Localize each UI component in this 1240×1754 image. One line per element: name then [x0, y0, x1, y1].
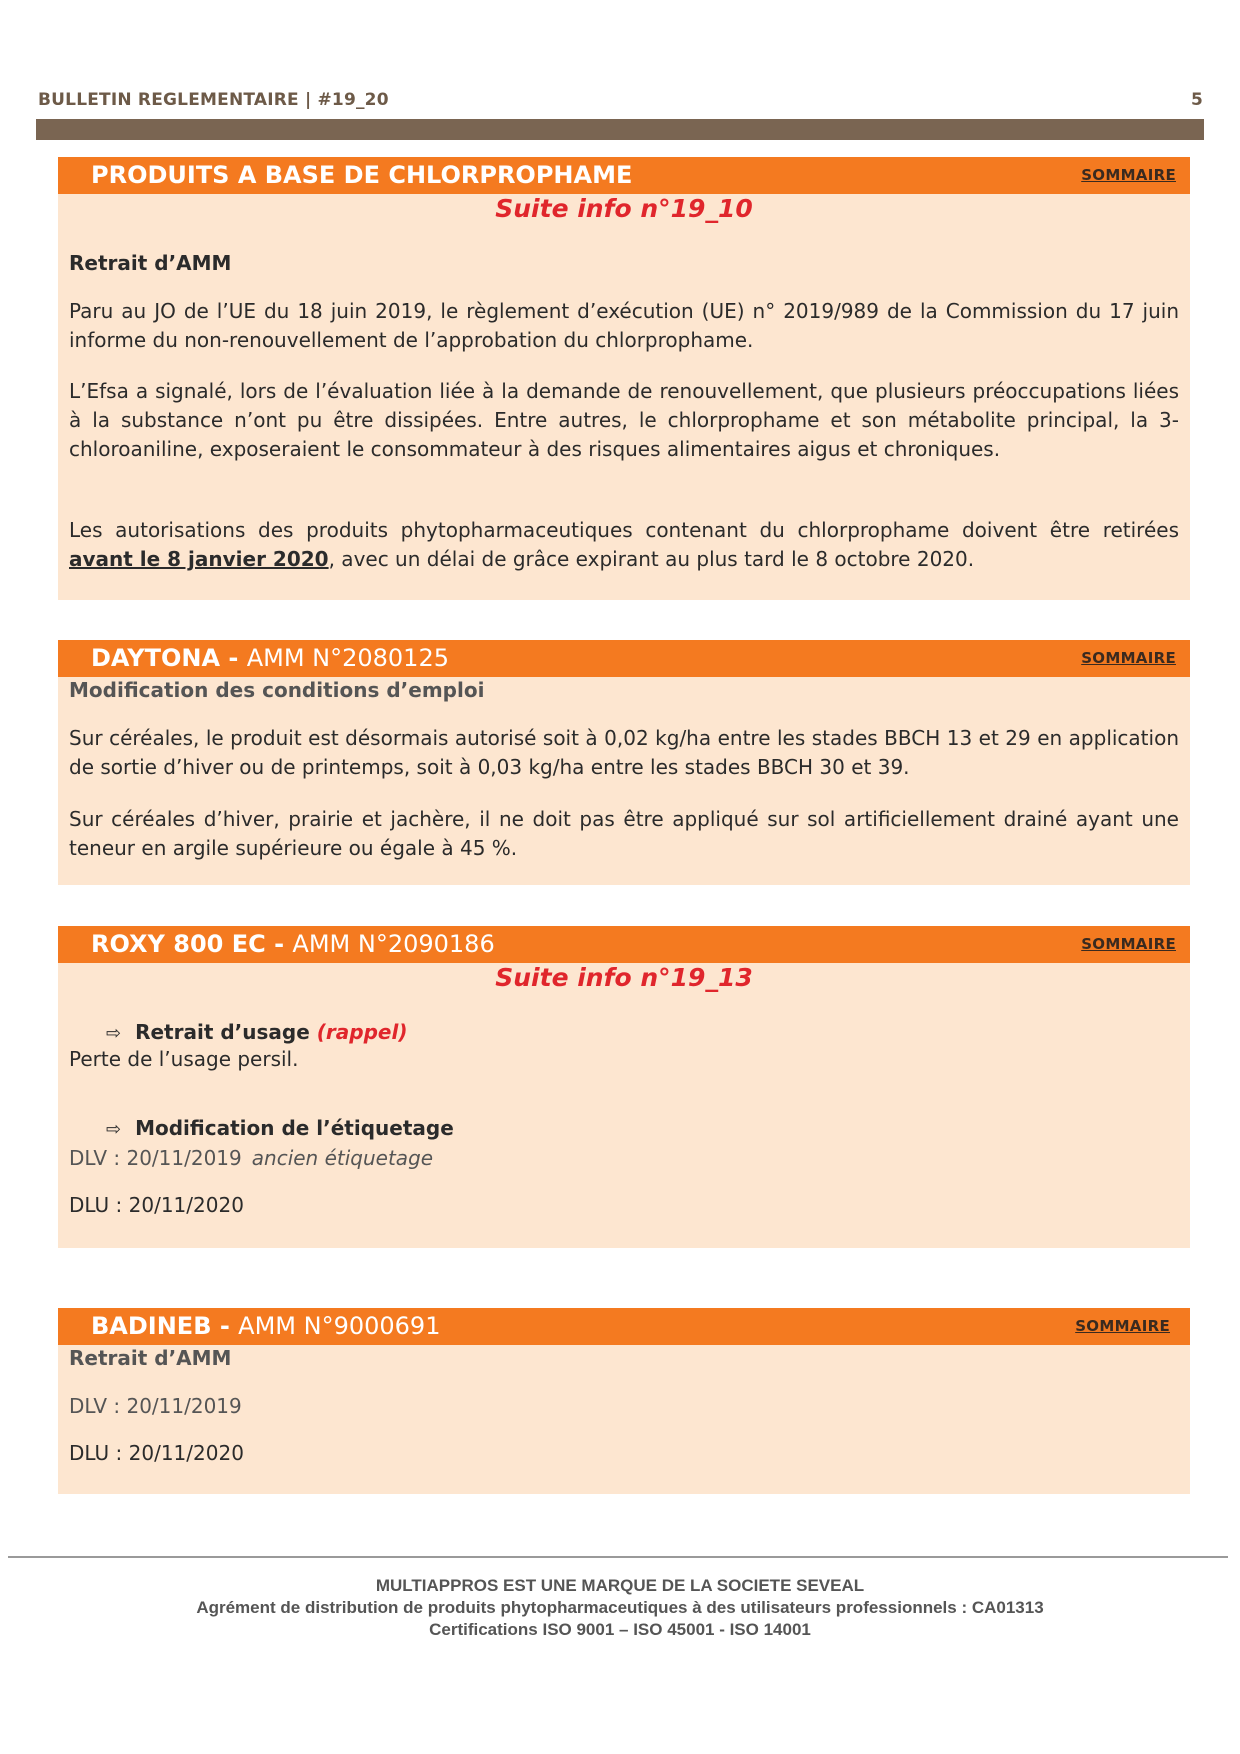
dlv-note: ancien étiquetage: [251, 1146, 434, 1170]
dlv-date: DLV : 20/11/2019: [69, 1146, 242, 1170]
bullet-title: Retrait d’usage: [135, 1020, 310, 1044]
product-name: DAYTONA -: [91, 644, 247, 672]
right-arrow-outline-icon: ⇨: [106, 1119, 122, 1140]
suite-info: Suite info n°19_10: [495, 194, 753, 223]
amm-number: AMM N°2080125: [246, 644, 449, 672]
footer-rule: [8, 1556, 1228, 1558]
bullet-note: (rappel): [316, 1020, 408, 1044]
product-name: BADINEB -: [91, 1312, 239, 1340]
right-arrow-outline-icon: ⇨: [106, 1023, 122, 1044]
dlv-line: [69, 1146, 433, 1170]
section-banner: [58, 640, 1190, 677]
deadline-text-start: Les autorisations des produits phytopharmaceutiques contenant du chlorprophame doivent être retirées: [69, 518, 1179, 542]
bullet-retrait-usage: [106, 1020, 407, 1044]
running-header: [38, 90, 1203, 114]
sommaire-link[interactable]: SOMMAIRE: [1081, 166, 1176, 184]
bullet-text: Perte de l’usage persil.: [69, 1047, 299, 1071]
paragraph: L’Efsa a signalé, lors de l’évaluation liée à la demande de renouvellement, que plusieurs préoccupations liées à la substance n’ont pu être dissipées. Entre autres, le chlorprophame et son métabolite principal, la 3-chloroaniline, exposeraient le consommateur à des risques alimentaires aigus et chroniques.: [69, 379, 1179, 461]
section-daytona: [58, 640, 1190, 885]
paragraph: Paru au JO de l’UE du 18 juin 2019, le règlement d’exécution (UE) n° 2019/989 de la Commission du 17 juin informe du non-renouvellement de l’approbation du chlorprophame.: [69, 299, 1179, 352]
section-chlorprophame: [58, 157, 1190, 600]
section-badineb: [58, 1308, 1190, 1494]
section-subtitle: Modification des conditions d’emploi: [69, 678, 485, 702]
dlv-line: DLV : 20/11/2019: [69, 1394, 242, 1418]
bullet-title: Modification de l’étiquetage: [135, 1116, 454, 1140]
footer-company: MULTIAPPROS EST UNE MARQUE DE LA SOCIETE SEVEAL: [375, 1576, 865, 1595]
section-title: PRODUITS A BASE DE CHLORPROPHAME: [91, 161, 633, 189]
section-roxy: [58, 926, 1190, 1248]
section-subtitle: Retrait d’AMM: [69, 251, 232, 275]
paragraph: Sur céréales, le produit est désormais autorisé soit à 0,02 kg/ha entre les stades BBCH 13 et 29 en application de sortie d’hiver ou de printemps, soit à 0,03 kg/ha entre les stades BBCH 30 et 39.: [69, 726, 1179, 779]
sommaire-link[interactable]: SOMMAIRE: [1081, 649, 1176, 667]
footer-certifications: Certifications ISO 9001 – ISO 45001 - ISO 14001: [429, 1620, 811, 1639]
paragraph-deadline: [69, 516, 1179, 574]
suite-info: Suite info n°19_13: [495, 963, 753, 992]
sommaire-link[interactable]: SOMMAIRE: [1075, 1317, 1170, 1335]
deadline-text-end: , avec un délai de grâce expirant au plus tard le 8 octobre 2020.: [328, 547, 975, 571]
footer-agrement: Agrément de distribution de produits phytopharmaceutiques à des utilisateurs professionnels : CA01313: [196, 1598, 1044, 1617]
section-banner: [58, 157, 1190, 194]
sommaire-link[interactable]: SOMMAIRE: [1081, 935, 1176, 953]
bullet-etiquetage: [106, 1116, 454, 1140]
header-rule: [36, 119, 1204, 140]
section-subtitle: Retrait d’AMM: [69, 1346, 232, 1370]
section-banner: [58, 926, 1190, 963]
product-name: ROXY 800 EC -: [91, 930, 293, 958]
page-number: 5: [1190, 90, 1203, 110]
bulletin-title: BULLETIN REGLEMENTAIRE | #19_20: [38, 90, 389, 110]
deadline-date: avant le 8 janvier 2020: [69, 547, 329, 571]
paragraph: Sur céréales d’hiver, prairie et jachère, il ne doit pas être appliqué sur sol artificiellement drainé ayant une teneur en argile supérieure ou égale à 45 %.: [69, 807, 1179, 860]
dlu-line: DLU : 20/11/2020: [69, 1193, 244, 1217]
section-banner: [58, 1308, 1190, 1345]
dlu-line: DLU : 20/11/2020: [69, 1441, 244, 1465]
amm-number: AMM N°2090186: [292, 930, 495, 958]
amm-number: AMM N°9000691: [238, 1312, 441, 1340]
